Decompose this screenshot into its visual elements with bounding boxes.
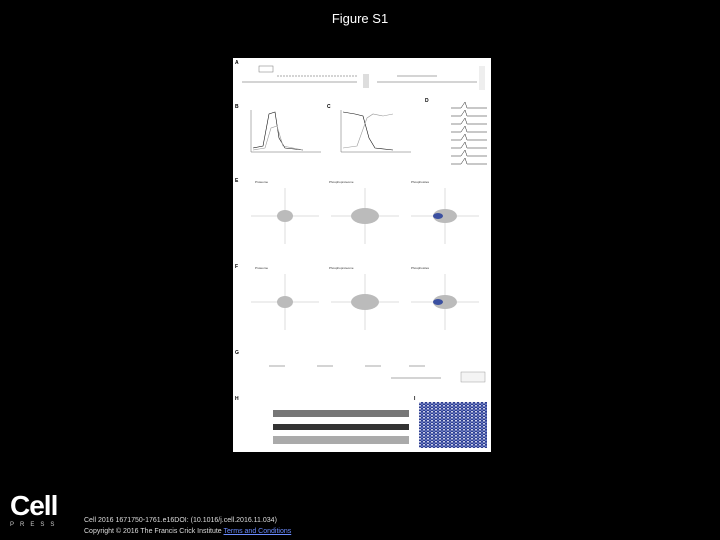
- panel-b-plot: [243, 108, 323, 158]
- panel-f-scatter: [245, 270, 485, 334]
- cell-logo-press: PRESS: [10, 522, 61, 528]
- panel-label-h: H: [235, 396, 239, 402]
- terms-link[interactable]: Terms and Conditions: [223, 528, 292, 535]
- citation-line: Cell 2016 1671750-1761.e16DOI: (10.1016/j.cell.2016.11.034): [84, 517, 277, 524]
- panel-d-traces: [431, 100, 489, 174]
- phosphoproteome-label-e: Phosphoproteome: [329, 180, 354, 184]
- panel-i-heatmap: [419, 402, 487, 448]
- panel-label-b: B: [235, 104, 239, 110]
- supplementary-figure: [233, 58, 491, 452]
- panel-label-i: I: [414, 396, 416, 402]
- proteome-label-e: Proteome: [255, 180, 269, 184]
- phosphoproteome-label-f: Phosphoproteome: [329, 266, 354, 270]
- panel-label-e: E: [235, 178, 239, 184]
- copyright-text: Copyright © 2016 The Francis Crick Institute: [84, 528, 222, 535]
- blot-band-3: [273, 436, 409, 444]
- cell-press-logo: [10, 492, 70, 528]
- blot-band-2: [273, 424, 409, 430]
- panel-label-d: D: [425, 98, 429, 104]
- panel-g-workflow: [241, 352, 487, 388]
- proteome-label-f: Proteome: [255, 266, 269, 270]
- panel-label-a: A: [235, 60, 239, 66]
- cell-logo-word: Cell: [10, 490, 58, 521]
- panel-a-schematic: [237, 62, 487, 96]
- citation-block: [84, 515, 291, 537]
- blot-band-1: [273, 410, 409, 417]
- copyright-line: [84, 526, 291, 537]
- panel-label-c: C: [327, 104, 331, 110]
- phosphosites-label-e: Phosphosites: [411, 180, 430, 184]
- slide-title: Figure S1: [331, 11, 389, 26]
- panel-label-f: F: [235, 264, 239, 270]
- panel-e-scatter: [245, 184, 485, 248]
- phosphosites-label-f: Phosphosites: [411, 266, 430, 270]
- panel-c-plot: [333, 108, 413, 158]
- panel-label-g: G: [235, 350, 239, 356]
